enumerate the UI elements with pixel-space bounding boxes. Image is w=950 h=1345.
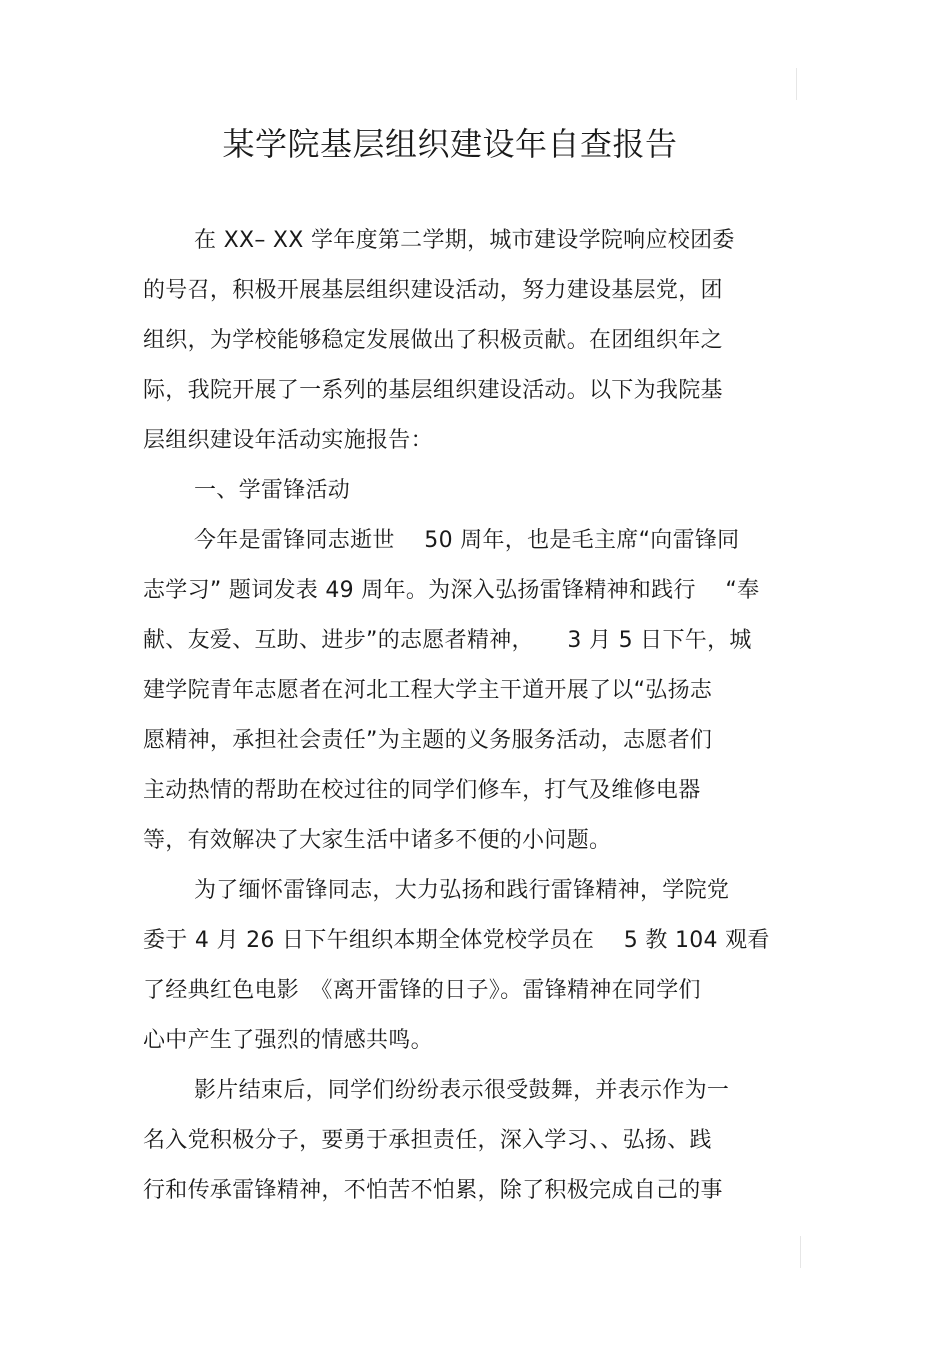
body-line: 建学院青年志愿者在河北工程大学主干道开展了以“弘扬志	[143, 678, 713, 703]
body-line: 了经典红色电影 《离开雷锋的日子》。雷锋精神在同学们	[143, 978, 701, 1003]
body-line: 献、友爱、互助、进步”的志愿者精神， 3 月 5 日下午，城	[143, 628, 752, 653]
body-line: 的号召，积极开展基层组织建设活动，努力建设基层党，团	[143, 278, 723, 303]
body-line: 今年是雷锋同志逝世 50 周年，也是毛主席“向雷锋同	[194, 528, 740, 553]
corner-mark-top	[796, 68, 797, 100]
body-line: 名入党积极分子，要勇于承担责任，深入学习、、弘扬、践	[143, 1128, 712, 1153]
page-title: 某学院基层组织建设年自查报告	[222, 125, 678, 163]
body-line: 心中产生了强烈的情感共鸣。	[143, 1028, 433, 1053]
body-line: 在 XX– XX 学年度第二学期，城市建设学院响应校团委	[194, 228, 735, 253]
body-line: 愿精神，承担社会责任”为主题的义务服务活动，志愿者们	[143, 728, 713, 753]
body-line: 志学习” 题词发表 49 周年。为深入弘扬雷锋精神和践行 “奉	[143, 578, 760, 603]
body-line: 际，我院开展了一系列的基层组织建设活动。以下为我院基	[143, 378, 723, 403]
body-line: 委于 4 月 26 日下午组织本期全体党校学员在 5 教 104 观看	[143, 928, 770, 953]
section-heading: 一、学雷锋活动	[194, 478, 351, 503]
body-line: 组织，为学校能够稳定发展做出了积极贡献。在团组织年之	[143, 328, 723, 353]
body-line: 影片结束后，同学们纷纷表示很受鼓舞，并表示作为一	[194, 1078, 730, 1103]
body-line: 行和传承雷锋精神，不怕苦不怕累，除了积极完成自己的事	[143, 1178, 723, 1203]
body-line: 层组织建设年活动实施报告：	[143, 428, 433, 453]
body-line: 主动热情的帮助在校过往的同学们修车，打气及维修电器	[143, 778, 701, 803]
body-line: 等，有效解决了大家生活中诸多不便的小问题。	[143, 828, 612, 853]
body-line: 为了缅怀雷锋同志，大力弘扬和践行雷锋精神，学院党	[194, 878, 730, 903]
corner-mark-bottom	[800, 1236, 801, 1268]
